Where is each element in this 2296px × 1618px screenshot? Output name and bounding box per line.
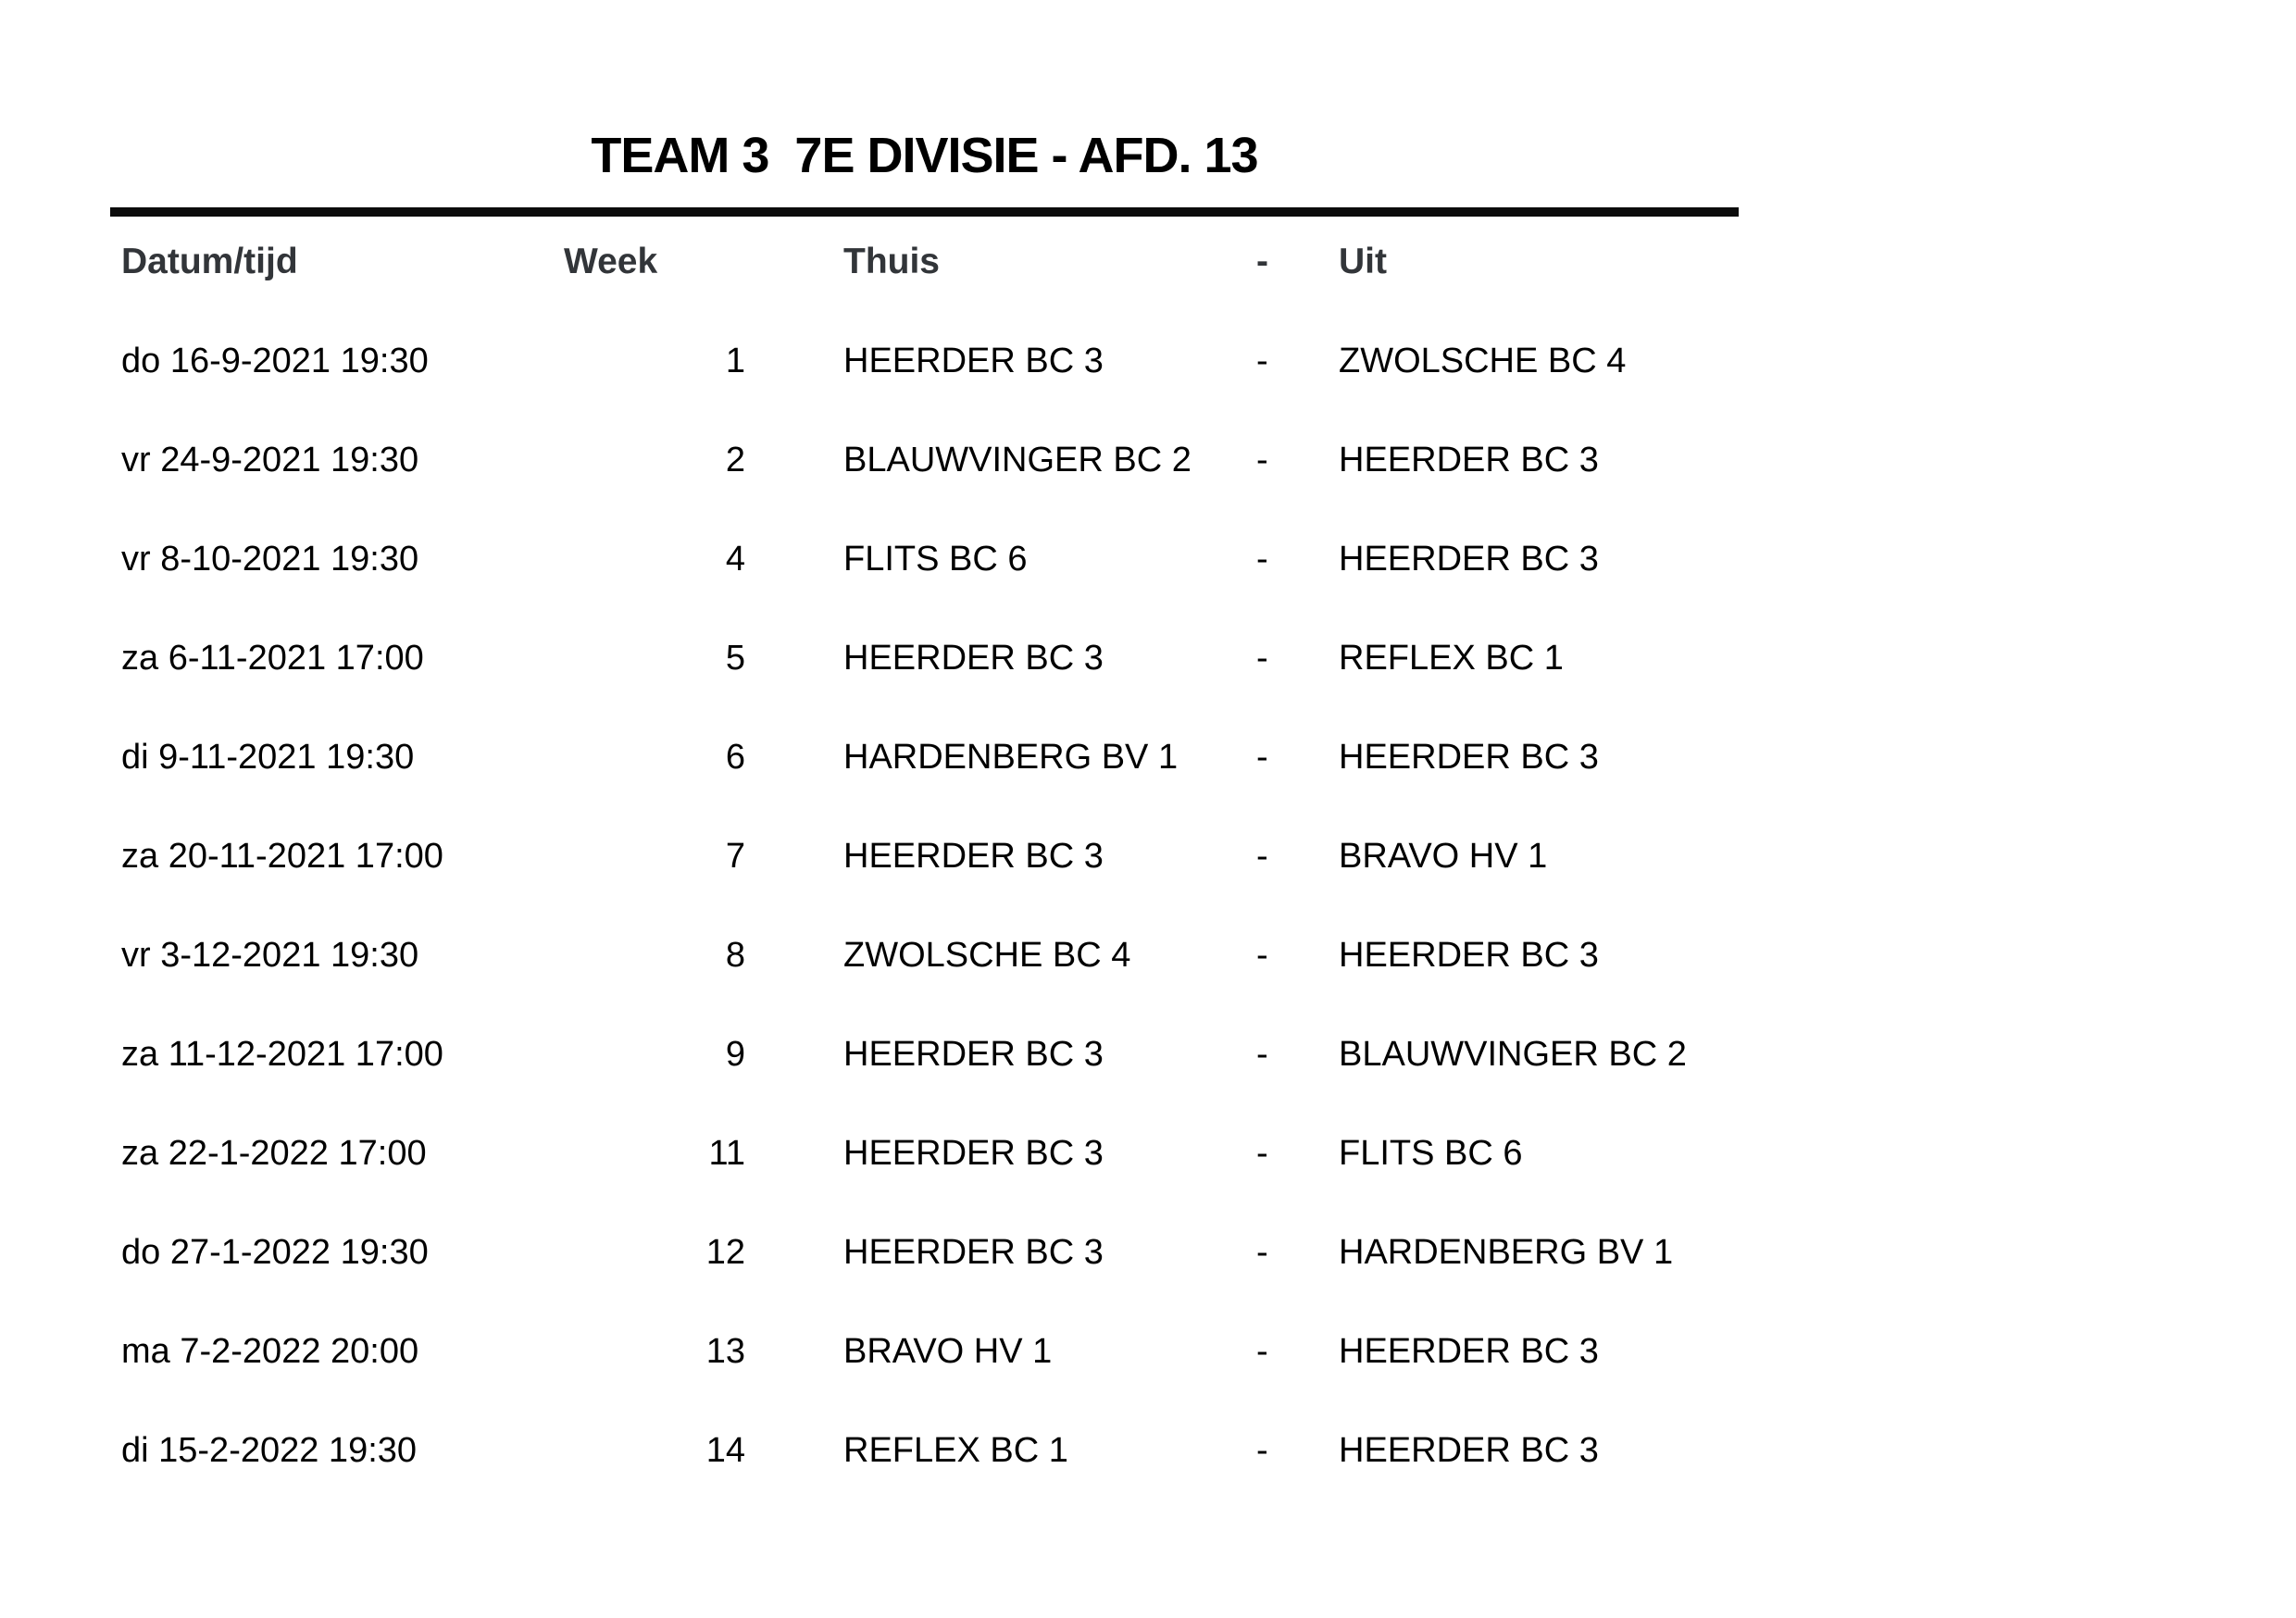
table-row [121,509,1739,608]
page-title: TEAM 3 7E DIVISIE - AFD. 13 [591,128,1258,183]
cell-uit: BRAVO HV 1 [1339,836,1548,876]
table-row [121,905,1739,1004]
cell-datum: do 27-1-2022 19:30 [121,1232,429,1272]
table-header-row [121,212,1739,311]
schedule-table [121,212,1739,1500]
cell-datum: za 11-12-2021 17:00 [121,1034,443,1074]
cell-thuis: HEERDER BC 3 [843,1232,1104,1272]
cell-thuis: HARDENBERG BV 1 [843,737,1179,777]
cell-week: 9 [725,1034,745,1074]
cell-uit: HEERDER BC 3 [1339,935,1599,975]
cell-datum: vr 3-12-2021 19:30 [121,935,419,975]
cell-separator: - [1256,1430,1268,1470]
column-header-separator: - [1256,241,1268,281]
cell-uit: HEERDER BC 3 [1339,1331,1599,1371]
table-row [121,1202,1739,1301]
cell-thuis: HEERDER BC 3 [843,1034,1104,1074]
cell-week: 13 [705,1331,745,1371]
cell-datum: do 16-9-2021 19:30 [121,341,429,380]
table-row [121,1103,1739,1202]
cell-uit: HEERDER BC 3 [1339,737,1599,777]
table-body [121,311,1739,1500]
cell-week: 2 [725,440,745,479]
cell-thuis: FLITS BC 6 [843,539,1028,579]
cell-thuis: ZWOLSCHE BC 4 [843,935,1131,975]
cell-uit: HEERDER BC 3 [1339,1430,1599,1470]
cell-thuis: BRAVO HV 1 [843,1331,1053,1371]
cell-week: 4 [725,539,745,579]
cell-week: 12 [705,1232,745,1272]
cell-datum: ma 7-2-2022 20:00 [121,1331,419,1371]
column-header-uit: Uit [1339,241,1387,281]
cell-datum: di 15-2-2022 19:30 [121,1430,418,1470]
column-header-thuis: Thuis [843,241,940,281]
cell-thuis: BLAUWVINGER BC 2 [843,440,1192,479]
cell-separator: - [1256,1133,1268,1173]
cell-separator: - [1256,737,1268,777]
cell-separator: - [1256,935,1268,975]
table-row [121,608,1739,707]
cell-thuis: HEERDER BC 3 [843,638,1104,678]
cell-thuis: REFLEX BC 1 [843,1430,1068,1470]
cell-uit: REFLEX BC 1 [1339,638,1564,678]
cell-week: 5 [725,638,745,678]
cell-week: 8 [725,935,745,975]
cell-thuis: HEERDER BC 3 [843,1133,1104,1173]
table-row [121,1400,1739,1500]
cell-separator: - [1256,440,1268,479]
cell-week: 1 [725,341,745,380]
column-header-week: Week [564,241,658,281]
table-row [121,1004,1739,1103]
cell-datum: za 6-11-2021 17:00 [121,638,424,678]
cell-datum: vr 8-10-2021 19:30 [121,539,419,579]
cell-datum: za 20-11-2021 17:00 [121,836,443,876]
cell-datum: di 9-11-2021 19:30 [121,737,415,777]
table-row [121,707,1739,806]
cell-uit: HARDENBERG BV 1 [1339,1232,1674,1272]
cell-separator: - [1256,836,1268,876]
cell-uit: ZWOLSCHE BC 4 [1339,341,1627,380]
table-row [121,1301,1739,1400]
cell-week: 6 [725,737,745,777]
cell-uit: HEERDER BC 3 [1339,440,1599,479]
table-row [121,410,1739,509]
cell-uit: FLITS BC 6 [1339,1133,1523,1173]
cell-separator: - [1256,1034,1268,1074]
cell-uit: HEERDER BC 3 [1339,539,1599,579]
table-row [121,311,1739,410]
column-header-datum: Datum/tijd [121,241,298,281]
cell-datum: za 22-1-2022 17:00 [121,1133,427,1173]
cell-separator: - [1256,539,1268,579]
cell-thuis: HEERDER BC 3 [843,836,1104,876]
cell-thuis: HEERDER BC 3 [843,341,1104,380]
table-row [121,806,1739,905]
cell-separator: - [1256,341,1268,380]
cell-datum: vr 24-9-2021 19:30 [121,440,419,479]
cell-separator: - [1256,638,1268,678]
cell-week: 7 [725,836,745,876]
cell-week: 11 [708,1133,745,1173]
cell-uit: BLAUWVINGER BC 2 [1339,1034,1687,1074]
cell-week: 14 [705,1430,745,1470]
cell-separator: - [1256,1232,1268,1272]
cell-separator: - [1256,1331,1268,1371]
